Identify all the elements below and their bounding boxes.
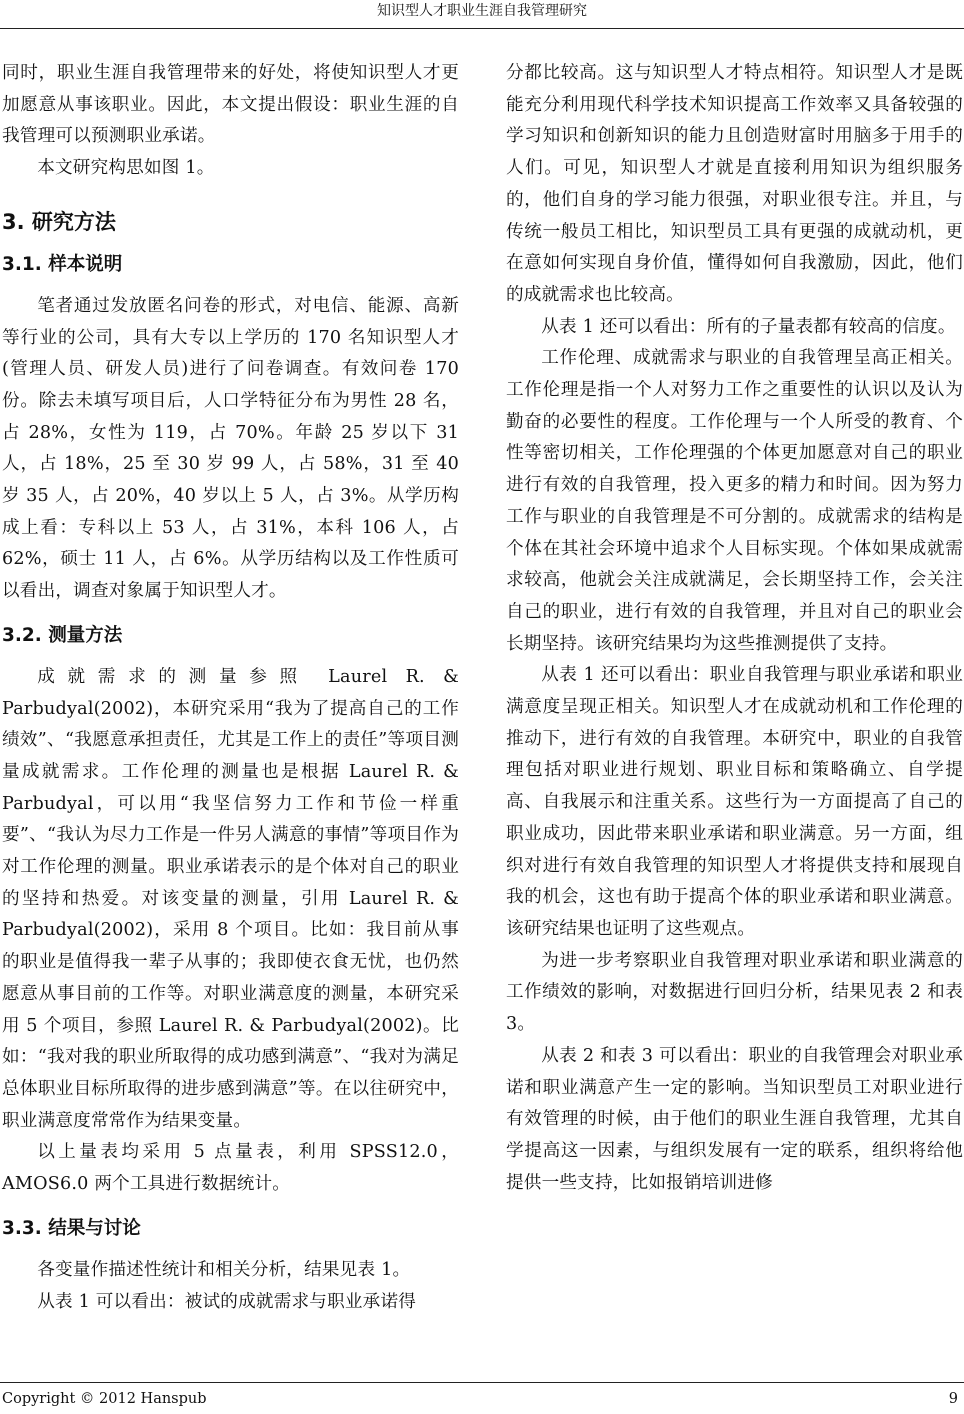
page-number: 9 (948, 1391, 958, 1407)
paragraph: 同时，职业生涯自我管理带来的好处，将使知识型人才更加愿意从事该职业。因此，本文提出假设：职业生涯的自我管理可以预测职业承诺。 (2, 63, 459, 147)
running-title: 知识型人才职业生涯自我管理研究 (377, 3, 587, 19)
paragraph: 本文研究构思如图 1。 (37, 158, 215, 179)
paragraph: 从表 1 还可以看出：职业自我管理与职业承诺和职业满意度呈现正相关。知识型人才在成就动机和工作伦理的推动下，进行有效的自我管理。本研究中，职业的自我管理包括对职业进行规划、职业目标和策略确立、自学提高、自我展示和注重关系。这些行为一方面提高了自己的职业成功，因此带来职业承诺和职业满意。另一方面，组织对进行有效自我管理的知识型人才将提供支持和展现自我的机会，这也有助于提高个体的职业承诺和职业满意。该研究结果也证明了这些观点。 (506, 665, 963, 939)
paragraph: 从表 1 可以看出：被试的成就需求与职业承诺得 (37, 1291, 417, 1312)
subsection-heading: 3.3. 结果与讨论 (2, 1217, 141, 1239)
paragraph: 分都比较高。这与知识型人才特点相符。知识型人才是既能充分利用现代科学技术知识提高工作效率又具备较强的学习知识和创新知识的能力且创造财富时用脑多于用手的人们。可见，知识型人才就是直接利用知识为组织服务的，他们自身的学习能力很强，对职业很专注。并且，与传统一般员工相比，知识型员工具有更强的成就动机，更在意如何实现自身价值，懂得如何自我激励，因此，他们的成就需求也比较高。 (506, 63, 963, 305)
paragraph: 为进一步考察职业自我管理对职业承诺和职业满意的工作绩效的影响，对数据进行回归分析，结果见表 2 和表 3。 (506, 950, 963, 1035)
paragraph: 从表 1 还可以看出：所有的子量表都有较高的信度。 (541, 316, 956, 337)
copyright-notice: Copyright © 2012 Hanspub (2, 1391, 207, 1407)
footer-rule (0, 1382, 964, 1383)
paragraph: 从表 2 和表 3 可以看出：职业的自我管理会对职业承诺和职业满意产生一定的影响。当知识型员工对职业进行有效管理的时候，由于他们的职业生涯自我管理，尤其自学提高这一因素，与组织发展有一定的联系，组织将给他提供一些支持，比如报销培训进修 (506, 1045, 963, 1193)
subsection-heading: 3.1. 样本说明 (2, 253, 123, 275)
paragraph: 笔者通过发放匿名问卷的形式，对电信、能源、高新等行业的公司，具有大专以上学历的 170 名知识型人才(管理人员、研发人员)进行了问卷调查。有效问卷 170 份。除去未填写项目后，人口学特征分布为男性 28 名，占 28%，女性为 119，占 70%。年龄 25 岁以下 31 人，占 18%，25 至 30 岁 99 人，占 58%，31 至 40 岁 35 人，占 20%，40 岁以上 5 人，占 3%。从学历构成上看：专科以上 53 人，占 31%，本科 106 人，占 62%，硕士 11 人，占 6%。从学历结构以及工作性质可以看出，调查对象属于知识型人才。 (2, 295, 459, 602)
left-column (2, 58, 459, 1318)
paragraph: 成就需求的测量参照 Laurel R. & Parbudyal(2002)，本研究采用“我为了提高自己的工作绩效”、“我愿意承担责任，尤其是工作上的责任”等项目测量成就需求。工作伦理的测量也是根据 Laurel R. & Parbudyal，可以用“我坚信努力工作和节俭一样重要”、“我认为尽力工作是一件另人满意的事情”等项目作为对工作伦理的测量。职业承诺表示的是个体对自己的职业的坚持和热爱。对该变量的测量，引用 Laurel R. & Parbudyal(2002)，采用 8 个项目。比如：我目前从事的职业是值得我一辈子从事的；我即使衣食无忧，也仍然愿意从事目前的工作等。对职业满意度的测量，本研究采用 5 个项目，参照 Laurel R. & Parbudyal(2002)。比如：“我对我的职业所取得的成功感到满意”、“我对为满足总体职业目标所取得的进步感到满意”等。在以往研究中，职业满意度常常作为结果变量。 (2, 666, 459, 1131)
paragraph: 各变量作描述性统计和相关分析，结果见表 1。 (37, 1259, 411, 1280)
paragraph: 工作伦理、成就需求与职业的自我管理呈高正相关。工作伦理是指一个人对努力工作之重要性的认识以及认为勤奋的必要性的程度。工作伦理与一个人所受的教育、个性等密切相关，工作伦理强的个体更加愿意对自己的职业进行有效的自我管理，投入更多的精力和时间。因为努力工作与职业的自我管理是不可分割的。成就需求的结构是个体在其社会环境中追求个人目标实现。个体如果成就需求较高，他就会关注成就满足，会长期坚持工作，会关注自己的职业，进行有效的自我管理，并且对自己的职业会长期坚持。该研究结果均为这些推测提供了支持。 (506, 348, 963, 654)
right-column (506, 58, 963, 1199)
subsection-heading: 3.2. 测量方法 (2, 624, 123, 646)
section-heading: 3. 研究方法 (2, 209, 116, 234)
header-rule (0, 28, 964, 29)
paragraph: 以上量表均采用 5 点量表，利用 SPSS12.0，AMOS6.0 两个工具进行数据统计。 (2, 1142, 459, 1195)
